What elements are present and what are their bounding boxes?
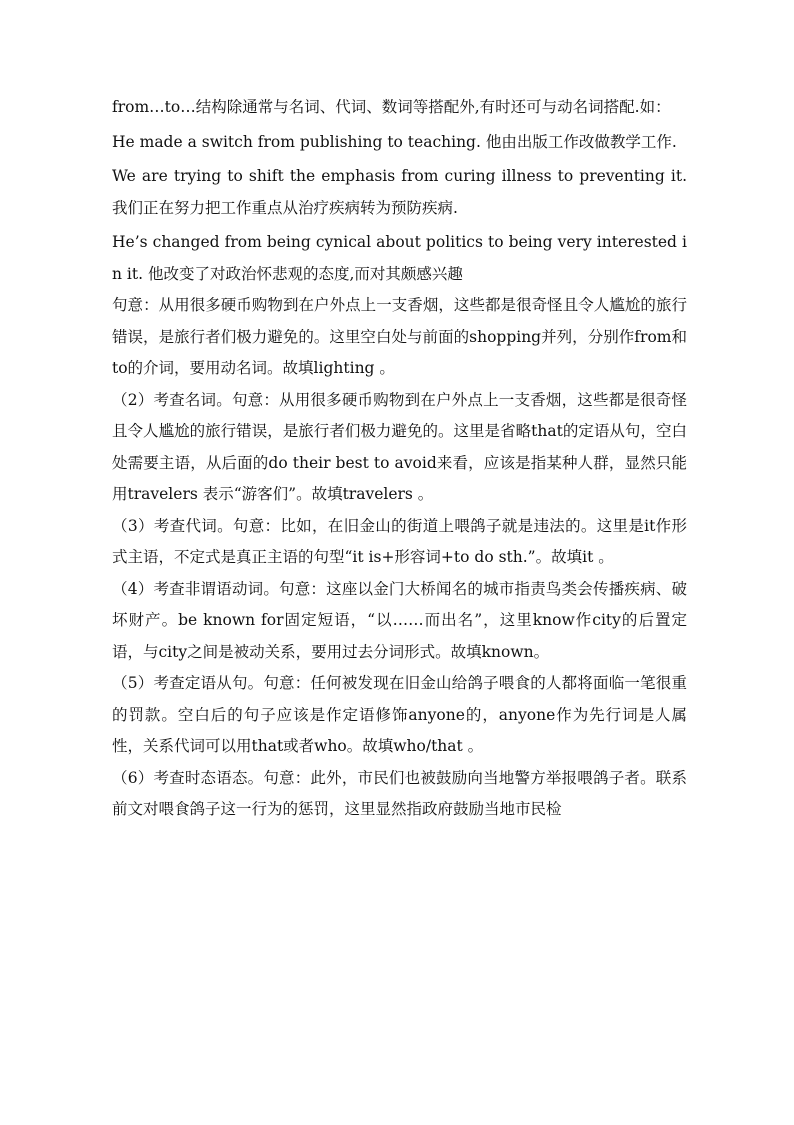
paragraph-usage-note: from…to…结构除通常与名词、代词、数词等搭配外,有时还可与动名词搭配.如： [112,98,671,116]
paragraph-example-2: We are trying to shift the emphasis from curing illness to preventing it. 我们正在努力把工作重点从治疗疾病转为预防疾病. [112,167,687,217]
paragraph-sentence-meaning: 句意：从用很多硬币购物到在户外点上一支香烟，这些都是很奇怪且令人尴尬的旅行错误，是旅行者们极力避免的。这里空白处与前面的shopping并列，分别作from和to的介词，要用动名词。故填lighting 。 [112,296,687,377]
paragraph-item-4: （4）考查非谓语动词。句意：这座以金门大桥闻名的城市指责鸟类会传播疾病、破坏财产。be known for固定短语，“以……而出名”，这里know作city的后置定语，与city之间是被动关系，要用过去分词形式。故填known。 [112,579,687,661]
paragraph-item-3: （3）考查代词。句意：比如，在旧金山的街道上喂鸽子就是违法的。这里是it作形式主语，不定式是真正主语的句型“it is+形容词+to do sth.”。故填it 。 [112,516,687,566]
paragraph-example-3: He’s changed from being cynical about politics to being very interested in it. 他改变了对政治怀悲观的态度,而对其颇感兴趣 [112,233,687,283]
paragraph-item-6: （6）考查时态语态。句意：此外，市民们也被鼓励向当地警方举报喂鸽子者。联系前文对喂食鸽子这一行为的惩罚，这里显然指政府鼓励当地市民检 [112,768,687,818]
paragraph-example-1: He made a switch from publishing to teaching. 他由出版工作改做教学工作. [112,132,677,151]
document-body [112,92,687,826]
paragraph-item-2: （2）考查名词。句意：从用很多硬币购物到在户外点上一支香烟，这些都是很奇怪且令人尴尬的旅行错误，是旅行者们极力避免的。这里是省略that的定语从句，空白处需要主语，从后面的do their best to avoid来看，应该是指某种人群，显然只能用travelers 表示“游客们”。故填travelers 。 [112,390,687,503]
paragraph-item-5: （5）考查定语从句。句意：任何被发现在旧金山给鸽子喂食的人都将面临一笔很重的罚款。空白后的句子应该是作定语修饰anyone的，anyone作为先行词是人属性，关系代词可以用that或者who。故填who/that 。 [112,674,687,755]
